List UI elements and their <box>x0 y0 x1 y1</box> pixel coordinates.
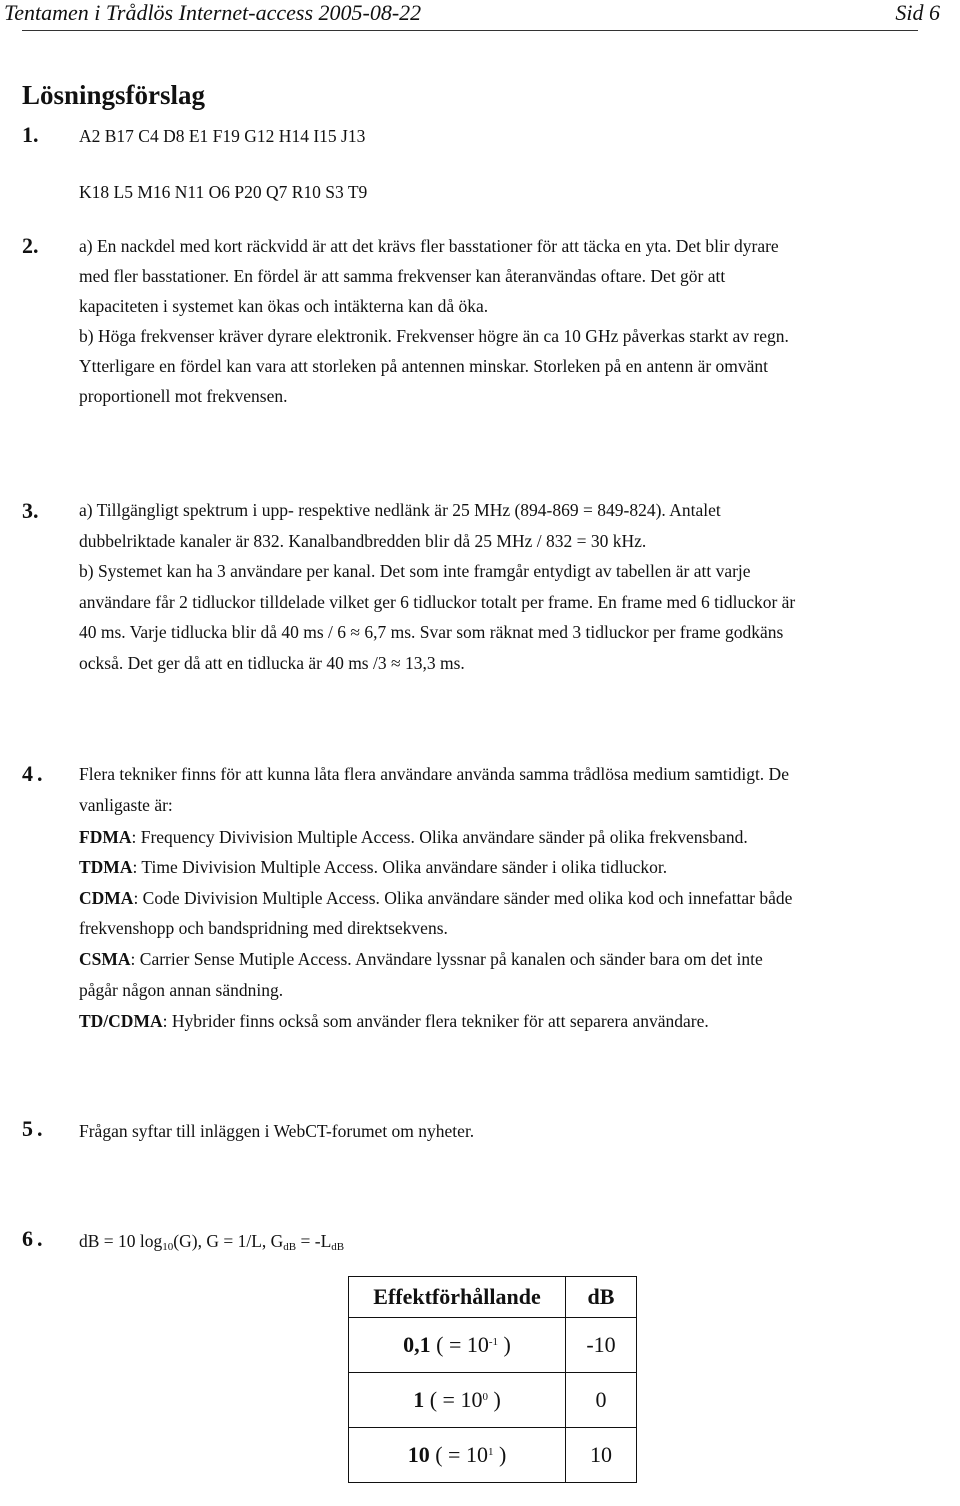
formula-subscript: 10 <box>162 1241 174 1253</box>
csma-text: : Carrier Sense Mutiple Access. Användare lyssnar på kanalen och sänder bara om det inte <box>130 949 763 969</box>
ratio-cell <box>349 1373 566 1428</box>
ratio-close: ) <box>498 1332 511 1357</box>
question-3-line: 40 ms. Varje tidlucka blir då 40 ms / 6 ≈ 6,7 ms. Svar som räknat med 3 tidluckor per frame godkäns <box>79 622 784 642</box>
ratio-exponent: 0 <box>482 1391 488 1403</box>
question-5-number: 5. <box>22 1116 47 1141</box>
table-header-row <box>349 1277 637 1318</box>
decibel-formula <box>79 1231 344 1252</box>
cdma-term: CDMA <box>79 888 134 908</box>
ratio-value: 10 <box>407 1442 430 1467</box>
csma-definition-cont: pågår någon annan sändning. <box>79 980 284 1000</box>
question-2-line: a) En nackdel med kort räckvidd är att det krävs fler basstationer för att täcka en yta. Det blir dyrare <box>79 236 779 256</box>
column-header-ratio: Effektförhållande <box>349 1277 566 1318</box>
ratio-close: ) <box>487 1387 501 1412</box>
tdma-term: TDMA <box>79 857 133 877</box>
table-row <box>349 1373 637 1428</box>
cdma-definition-cont: frekvenshopp och bandspridning med direktsekvens. <box>79 918 448 938</box>
tdcdma-text: : Hybrider finns också som använder flera tekniker för att separera användare. <box>162 1011 709 1031</box>
tdma-definition <box>79 857 667 878</box>
ratio-close: ) <box>493 1442 507 1467</box>
csma-definition <box>79 949 763 970</box>
formula-subscript: dB <box>283 1241 297 1253</box>
ratio-exponent: -1 <box>488 1336 499 1348</box>
question-2-number: 2. <box>22 233 39 258</box>
page-title: Lösningsförslag <box>22 80 206 110</box>
question-4-intro: vanligaste är: <box>79 795 173 815</box>
header-divider <box>22 30 918 31</box>
tdcdma-term: TD/CDMA <box>79 1011 163 1031</box>
question-2-line: proportionell mot frekvensen. <box>79 386 288 406</box>
cdma-text: : Code Divivision Multiple Access. Olika användare sänder med olika kod och innefattar både <box>133 888 793 908</box>
ratio-cell <box>349 1318 566 1373</box>
csma-term: CSMA <box>79 949 131 969</box>
question-2-line: med fler basstationer. En fördel är att samma frekvenser kan återanvändas oftare. Det gör att <box>79 266 726 286</box>
question-2-line: Ytterligare en fördel kan vara att storleken på antennen minskar. Storleken på en antenn är omvänt <box>79 356 769 376</box>
tdma-text: : Time Divivision Multiple Access. Olika användare sänder i olika tidluckor. <box>132 857 668 877</box>
formula-part: (G), G = 1/L, G <box>173 1231 284 1251</box>
question-6-number: 6. <box>22 1226 47 1251</box>
ratio-value: 0,1 <box>403 1332 431 1357</box>
question-5-text: Frågan syftar till inläggen i WebCT-forumet om nyheter. <box>79 1121 475 1141</box>
tdcdma-definition <box>79 1011 709 1032</box>
question-3-line: b) Systemet kan ha 3 användare per kanal. Det som inte framgår entydigt av tabellen är att varje <box>79 561 751 581</box>
formula-part: dB = 10 log <box>79 1231 163 1251</box>
question-1-line-1: A2 B17 C4 D8 E1 F19 G12 H14 I15 J13 <box>79 126 366 146</box>
header-title: Tentamen i Trådlös Internet-access 2005-08-22 <box>4 0 422 25</box>
question-3-line: också. Det ger då att en tidlucka är 40 ms /3 ≈ 13,3 ms. <box>79 653 465 673</box>
table-row <box>349 1428 637 1483</box>
db-cell: -10 <box>566 1318 637 1373</box>
question-2-line: kapaciteten i systemet kan ökas och intäkterna kan då öka. <box>79 296 489 316</box>
column-header-db: dB <box>566 1277 637 1318</box>
ratio-exponent: 1 <box>487 1446 494 1458</box>
fdma-term: FDMA <box>79 827 132 847</box>
ratio-power: ( = 10 <box>424 1387 483 1412</box>
question-3-number: 3. <box>22 498 39 523</box>
formula-part: = -L <box>296 1231 332 1251</box>
page-number: Sid 6 <box>895 0 940 25</box>
question-3-line: användare får 2 tidluckor tilldelade vilket ger 6 tidluckor totalt per frame. En frame med 6 tidluckor är <box>79 592 796 612</box>
question-1-line-2: K18 L5 M16 N11 O6 P20 Q7 R10 S3 T9 <box>79 182 368 202</box>
question-3-line: dubbelriktade kanaler är 832. Kanalbandbredden blir då 25 MHz / 832 = 30 kHz. <box>79 531 647 551</box>
question-3-line: a) Tillgängligt spektrum i upp- respektive nedlänk är 25 MHz (894-869 = 849-824). Antalet <box>79 500 721 520</box>
formula-subscript: dB <box>331 1241 345 1253</box>
question-4-number: 4. <box>22 761 47 786</box>
ratio-value: 1 <box>413 1387 425 1412</box>
question-1-number: 1. <box>22 122 39 147</box>
fdma-definition <box>79 827 748 848</box>
cdma-definition <box>79 888 792 909</box>
fdma-text: : Frequency Divivision Multiple Access. Olika användare sänder på olika frekvensband. <box>131 827 748 847</box>
db-cell: 10 <box>566 1428 637 1483</box>
decibel-table <box>348 1276 637 1483</box>
ratio-cell <box>349 1428 566 1483</box>
question-4-intro: Flera tekniker finns för att kunna låta flera användare använda samma trådlösa medium samtidigt. De <box>79 764 789 784</box>
db-cell: 0 <box>566 1373 637 1428</box>
ratio-power: ( = 10 <box>430 1332 489 1357</box>
ratio-power: ( = 10 <box>429 1442 488 1467</box>
table-row <box>349 1318 637 1373</box>
question-2-line: b) Höga frekvenser kräver dyrare elektronik. Frekvenser högre än ca 10 GHz påverkas starkt av regn. <box>79 326 789 346</box>
